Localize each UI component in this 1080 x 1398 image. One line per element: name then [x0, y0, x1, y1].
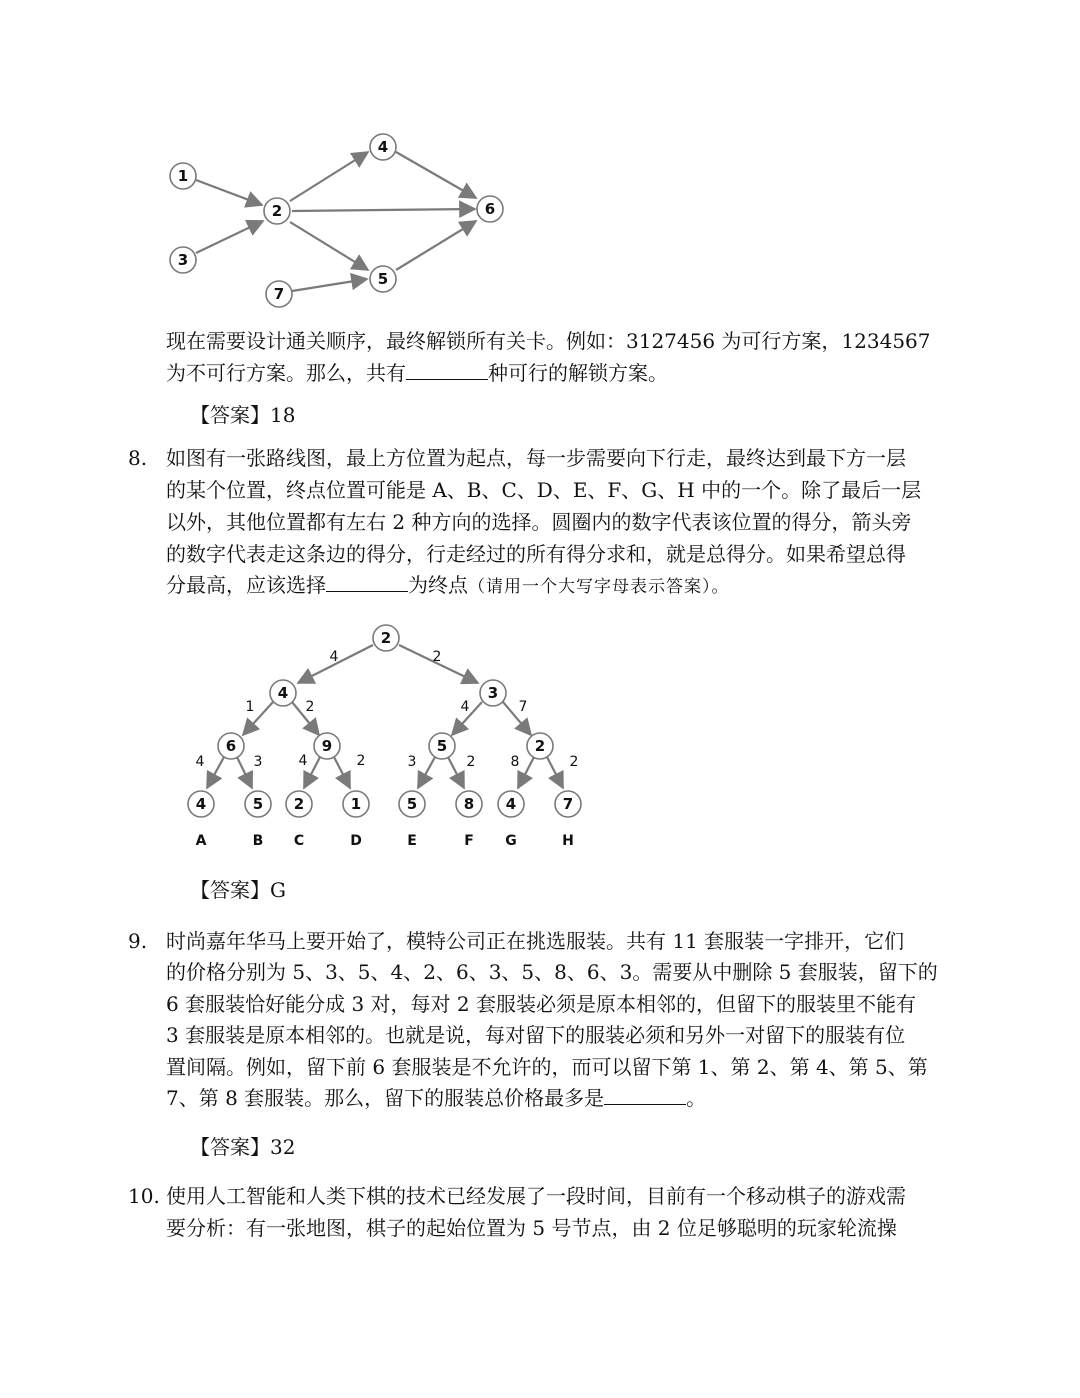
leaf-letter-G: G: [505, 833, 517, 849]
tree-node-root-label: 2: [380, 629, 392, 647]
q9-line-5: 置间隔。例如，留下前 6 套服装是不允许的，而可以留下第 1、第 2、第 4、第 5、第: [166, 1055, 928, 1079]
node-5-label: 5: [377, 270, 389, 288]
node-1-label: 1: [177, 167, 189, 185]
q7-text-line-2: [166, 357, 668, 389]
q8-line-4: 的数字代表走这条边的得分，行走经过的所有得分求和，就是总得分。如果希望总得: [166, 542, 906, 566]
q7-answer: [190, 399, 295, 431]
q9-answer: [190, 1131, 295, 1163]
tree-node-l2-2-label: 5: [436, 737, 448, 755]
edge-7-5: [292, 279, 367, 291]
tree-leaf-4-label: 5: [406, 795, 418, 813]
tree-leaf-0-label: 4: [195, 795, 207, 813]
q9-answer-blank: [604, 1082, 686, 1105]
q8-line-3: 以外，其他位置都有左右 2 种方向的选择。圆圈内的数字代表该位置的得分，箭头旁: [166, 510, 912, 534]
tree-node-l2-1-label: 9: [321, 737, 333, 755]
tree-edge-l2-5: [448, 757, 464, 788]
q9-line-2: 的价格分别为 5、3、5、4、2、6、3、5、8、6、3。需要从中删除 5 套服装，留下的: [166, 960, 938, 984]
q7-text-line-2-a: 为不可行方案。那么，共有: [166, 361, 406, 385]
edge-2-6: [292, 209, 475, 211]
q7-text-line-2-b: 种可行的解锁方案。: [488, 361, 668, 385]
q9-line-1: 时尚嘉年华马上要开始了，模特公司正在挑选服装。共有 11 套服装一字排开，它们: [166, 929, 905, 953]
q9-line-6-a: 7、第 8 套服装。那么，留下的服装总价格最多是: [166, 1086, 605, 1110]
tree-leaf-2-label: 2: [293, 795, 305, 813]
node-7-label: 7: [273, 285, 285, 303]
q10-line-1: 使用人工智能和人类下棋的技术已经发展了一段时间，目前有一个移动棋子的游戏需: [166, 1184, 906, 1208]
q8-line-5-a: 分最高，应该选择: [166, 573, 326, 597]
weight-l2-6: 8: [510, 754, 520, 770]
q9-line-3: 6 套服装恰好能分成 3 对，每对 2 套服装必须是原本相邻的，但留下的服装里不能有: [166, 992, 916, 1016]
tree-edge-l2-7: [547, 757, 563, 788]
tree-leaf-5-label: 8: [463, 795, 475, 813]
q8-number: 8.: [128, 446, 148, 470]
q8-line-2: 的某个位置，终点位置可能是 A、B、C、D、E、F、G、H 中的一个。除了最后一层: [166, 478, 922, 502]
tree-leaf-7-label: 7: [562, 795, 574, 813]
tree-edge-l2-3: [334, 757, 350, 788]
tree-edge-l2-6: [518, 757, 534, 788]
tree-edge-l2-4: [418, 757, 435, 788]
weight-l2-4: 3: [407, 754, 417, 770]
edge-5-6: [396, 221, 476, 270]
q7-answer-blank: [406, 357, 488, 380]
q9-answer-label: 【答案】: [190, 1135, 270, 1159]
weight-l2-2: 4: [298, 753, 308, 769]
weight-l2-7: 2: [569, 754, 579, 770]
tree-edge-l2-0: [207, 757, 224, 788]
weight-l2-1: 3: [253, 754, 263, 770]
q8-line-5: [166, 569, 730, 603]
edge-4-6: [396, 152, 476, 198]
q7-answer-label: 【答案】: [190, 403, 270, 427]
q8-answer: [190, 874, 286, 906]
weight-l2-5: 2: [466, 754, 476, 770]
leaf-letter-E: E: [407, 833, 417, 849]
q8-answer-label: 【答案】: [190, 878, 270, 902]
leaf-letter-H: H: [562, 833, 574, 849]
q9-number: 9.: [128, 929, 148, 953]
leaf-letter-D: D: [350, 833, 362, 849]
tree-node-l2-0-label: 6: [225, 737, 237, 755]
q7-dependency-graph: [150, 125, 530, 315]
weight-l1-1: 2: [305, 699, 315, 715]
q9-line-4: 3 套服装是原本相邻的。也就是说，每对留下的服装必须和另外一对留下的服装有位: [166, 1023, 906, 1047]
node-6-label: 6: [484, 200, 496, 218]
weight-l2-3: 2: [356, 753, 366, 769]
q8-line-5-b: 为终点: [408, 573, 468, 597]
leaf-letter-B: B: [252, 833, 264, 849]
q9-line-6: [166, 1082, 706, 1114]
q8-route-tree: [180, 618, 600, 858]
edge-1-2: [196, 180, 262, 205]
q8-answer-value: G: [270, 878, 286, 902]
leaf-letter-A: A: [195, 833, 207, 849]
q8-line-5-c: （请用一个大写字母表示答案）。: [468, 577, 730, 597]
weight-l2-0: 4: [195, 754, 205, 770]
node-2-label: 2: [271, 202, 283, 220]
tree-edge-l2-1: [237, 757, 252, 788]
q7-text-line-1: 现在需要设计通关顺序，最终解锁所有关卡。例如：3127456 为可行方案，1234567: [166, 329, 931, 353]
node-3-label: 3: [177, 251, 189, 269]
tree-leaf-1-label: 5: [252, 795, 264, 813]
q9-answer-value: 32: [270, 1135, 296, 1159]
weight-l1-0: 1: [245, 699, 255, 715]
leaf-letter-C: C: [293, 833, 305, 849]
node-4-label: 4: [377, 138, 389, 156]
weight-root-left: 4: [329, 649, 339, 665]
q8-line-1: 如图有一张路线图，最上方位置为起点，每一步需要向下行走，最终达到最下方一层: [166, 446, 906, 470]
weight-root-right: 2: [432, 649, 442, 665]
q10-line-2: 要分析：有一张地图，棋子的起始位置为 5 号节点，由 2 位足够聪明的玩家轮流操: [166, 1216, 897, 1240]
q7-answer-value: 18: [270, 403, 296, 427]
tree-leaf-6-label: 4: [505, 795, 517, 813]
edge-2-4: [290, 152, 368, 201]
weight-l1-3: 7: [518, 699, 528, 715]
q10-number: 10.: [128, 1184, 160, 1208]
q8-answer-blank: [326, 569, 408, 592]
q9-line-6-b: 。: [686, 1086, 707, 1110]
tree-node-l1-1-label: 3: [487, 684, 499, 702]
leaf-letter-F: F: [464, 833, 474, 849]
tree-node-l1-0-label: 4: [277, 684, 289, 702]
edge-2-5: [290, 222, 368, 270]
tree-node-l2-3-label: 2: [534, 737, 546, 755]
tree-leaf-3-label: 1: [350, 795, 362, 813]
weight-l1-2: 4: [460, 699, 470, 715]
edge-3-2: [196, 221, 263, 253]
